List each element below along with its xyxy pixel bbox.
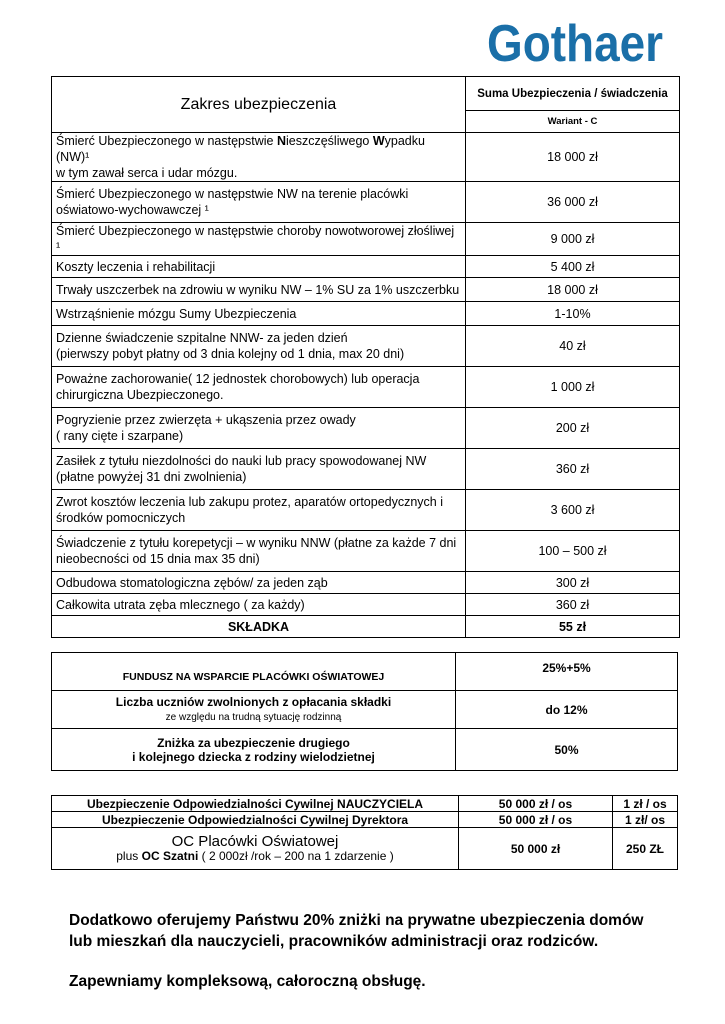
- coverage-header: Zakres ubezpieczenia: [52, 77, 466, 133]
- sum-insured-header: Suma Ubezpieczenia / świadczenia: [466, 77, 680, 111]
- row-label: Świadczenie z tytułu korepetycji – w wyniku NNW (płatne za każde 7 dni nieobecności od 15 dnia max 35 dni): [52, 531, 466, 572]
- fund-label: FUNDUSZ NA WSPARCIE PLACÓWKI OŚWIATOWEJ: [52, 653, 456, 691]
- coverage-table: [51, 76, 680, 638]
- row-label: Pogryzienie przez zwierzęta + ukąszenia przez owady ( rany cięte i szarpane): [52, 408, 466, 449]
- row-label: Śmierć Ubezpieczonego w następstwie Nieszczęśliwego Wypadku (NW)¹ w tym zawał serca i udar mózgu.: [52, 133, 466, 182]
- table-row: [52, 408, 680, 449]
- discount-cell: Zniżka za ubezpieczenie drugiego i kolejnego dziecka z rodziny wielodzietnej: [52, 729, 456, 771]
- exempt-cell: [52, 691, 456, 729]
- row-label: Zwrot kosztów leczenia lub zakupu protez, aparatów ortopedycznych i środków pomocniczych: [52, 490, 466, 531]
- fund-value: 25%+5%: [456, 653, 678, 691]
- row-value: 1-10%: [466, 302, 680, 326]
- premium-value: 55 zł: [466, 616, 680, 638]
- director-liability-sum: 50 000 zł / os: [459, 812, 613, 828]
- row-value: 3 600 zł: [466, 490, 680, 531]
- row-value: 9 000 zł: [466, 223, 680, 256]
- row-label: Odbudowa stomatologiczna zębów/ za jeden ząb: [52, 572, 466, 594]
- table-row: [52, 302, 680, 326]
- variant-header: Wariant - C: [466, 111, 680, 133]
- row-value: 40 zł: [466, 326, 680, 367]
- row-value: 1 000 zł: [466, 367, 680, 408]
- table-row: [52, 594, 680, 616]
- fund-table: [51, 652, 678, 771]
- table-row: [52, 449, 680, 490]
- row-value: 360 zł: [466, 449, 680, 490]
- row-value: 300 zł: [466, 572, 680, 594]
- school-liability-cell: OC Placówki Oświatowej plus OC Szatni ( 2 000zł /rok – 200 na 1 zdarzenie ): [52, 828, 459, 870]
- liability-table: [51, 795, 678, 870]
- table-row: [52, 223, 680, 256]
- teacher-liability-price: 1 zł / os: [613, 796, 678, 812]
- offer-paragraph: Dodatkowo oferujemy Państwu 20% zniżki na prywatne ubezpieczenia domów lub mieszkań dla nauczycieli, pracowników administracji oraz rodziców.: [69, 912, 644, 950]
- school-liability-title: OC Placówki Oświatowej: [171, 832, 339, 850]
- table-row: [52, 133, 680, 182]
- table-row: [52, 278, 680, 302]
- table-row: [52, 653, 678, 691]
- row-label: Trwały uszczerbek na zdrowiu w wyniku NW – 1% SU za 1% uszczerbku: [52, 278, 466, 302]
- row-label: Śmierć Ubezpieczonego w następstwie NW na terenie placówki oświatowo-wychowawczej ¹: [52, 182, 466, 223]
- table-row: [52, 729, 678, 771]
- teacher-liability-label: Ubezpieczenie Odpowiedzialności Cywilnej NAUCZYCIELA: [52, 796, 459, 812]
- table-row: [52, 326, 680, 367]
- table-row: [52, 812, 678, 828]
- row-value: 36 000 zł: [466, 182, 680, 223]
- row-label: Dzienne świadczenie szpitalne NNW- za jeden dzień (pierwszy pobyt płatny od 3 dnia kolejny od 1 dnia, max 20 dni): [52, 326, 466, 367]
- row-label: Całkowita utrata zęba mlecznego ( za każdy): [52, 594, 466, 616]
- row-value: 200 zł: [466, 408, 680, 449]
- row-value: 360 zł: [466, 594, 680, 616]
- row-label: Zasiłek z tytułu niezdolności do nauki lub pracy spowodowanej NW (płatne powyżej 31 dni zwolnienia): [52, 449, 466, 490]
- premium-row: [52, 616, 680, 638]
- svg-text:Gothaer: Gothaer: [487, 15, 663, 73]
- row-value: 18 000 zł: [466, 133, 680, 182]
- row-label: Poważne zachorowanie( 12 jednostek chorobowych) lub operacja chirurgiczna Ubezpieczonego.: [52, 367, 466, 408]
- school-liability-price: 250 ZŁ: [613, 828, 678, 870]
- teacher-liability-sum: 50 000 zł / os: [459, 796, 613, 812]
- row-label: Wstrząśnienie mózgu Sumy Ubezpieczenia: [52, 302, 466, 326]
- premium-label: SKŁADKA: [52, 616, 466, 638]
- row-value: 18 000 zł: [466, 278, 680, 302]
- row-value: 5 400 zł: [466, 256, 680, 278]
- table-row: [52, 828, 678, 870]
- table-row: [52, 531, 680, 572]
- table-row: [52, 182, 680, 223]
- school-liability-sum: 50 000 zł: [459, 828, 613, 870]
- table-row: [52, 796, 678, 812]
- footer-text: [69, 910, 669, 992]
- table-row: [52, 691, 678, 729]
- table-row: [52, 572, 680, 594]
- director-liability-label: Ubezpieczenie Odpowiedzialności Cywilnej Dyrektora: [52, 812, 459, 828]
- service-paragraph: Zapewniamy kompleksową, całoroczną obsługę.: [69, 973, 426, 990]
- director-liability-price: 1 zł/ os: [613, 812, 678, 828]
- row-label: Koszty leczenia i rehabilitacji: [52, 256, 466, 278]
- gothaer-logo: [487, 14, 665, 73]
- exempt-value: do 12%: [456, 691, 678, 729]
- table-row: [52, 367, 680, 408]
- discount-value: 50%: [456, 729, 678, 771]
- row-value: 100 – 500 zł: [466, 531, 680, 572]
- row-label: Śmierć Ubezpieczonego w następstwie choroby nowotworowej złośliwej ¹: [52, 223, 466, 256]
- table-row: [52, 490, 680, 531]
- table-row: [52, 256, 680, 278]
- exempt-label: Liczba uczniów zwolnionych z opłacania składki: [115, 694, 392, 709]
- exempt-note: ze względu na trudną sytuację rodzinną: [165, 711, 342, 723]
